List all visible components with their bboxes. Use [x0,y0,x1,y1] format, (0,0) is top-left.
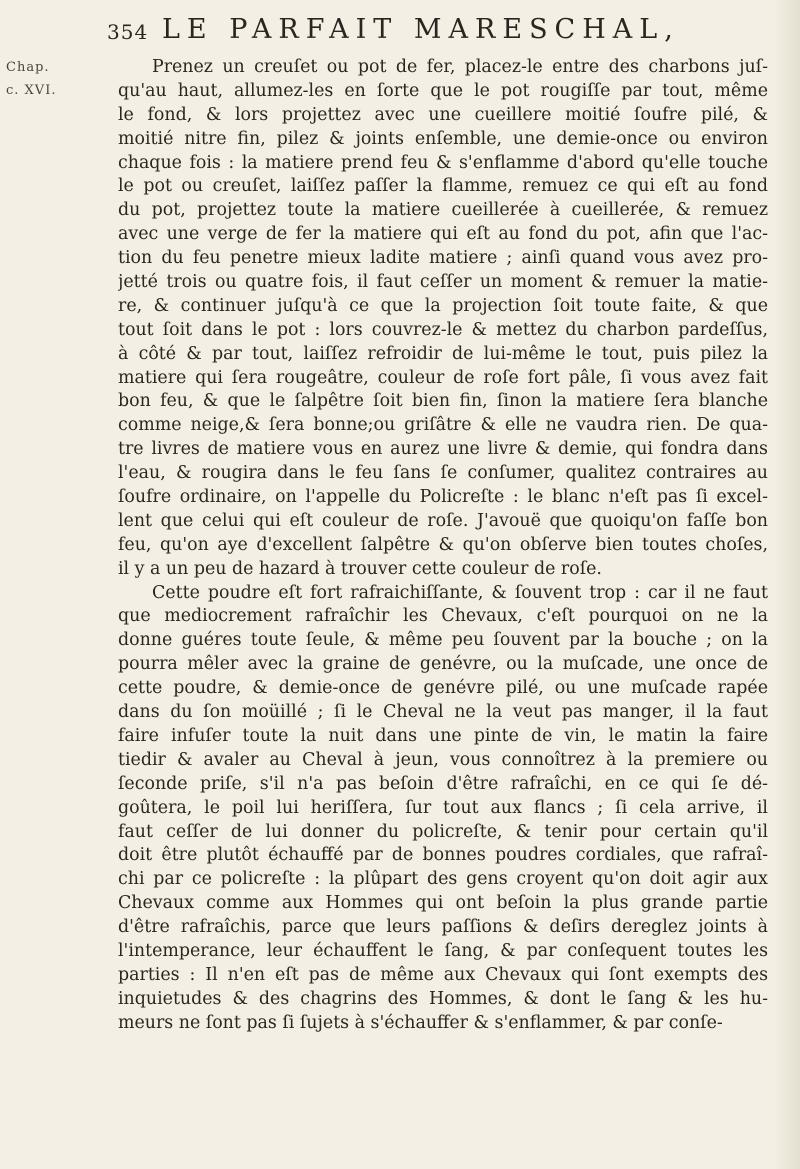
text-line: du pot, projettez toute la matiere cueillerée à cueillerée, & remuez [118,200,768,221]
text-line: pourra mêler avec la graine de genévre, ou la muſcade, une once de [118,654,768,675]
page-number: 354 [107,20,149,44]
text-line: faire infuſer toute la nuit dans une pinte de vin, le matin la faire [118,725,768,746]
text-line: tre livres de matiere vous en aurez une livre & demie, qui fondra dans [118,439,768,460]
text-line: goûtera, le poil lui heriſſera, ſur tout aux flancs ; ſi cela arrive, il [118,797,768,818]
text-line: chi par ce policreſte : la plûpart des gens croyent qu'on doit agir aux [118,869,768,890]
text-line: matiere qui ſera rougeâtre, couleur de roſe fort pâle, ſi vous avez fait [118,367,768,388]
text-line: cette poudre, & demie-once de genévre pilé, ou une muſcade rapée [118,678,768,699]
running-title: LE PARFAIT MARESCHAL, [162,14,680,45]
text-line: Prenez un creuſet ou pot de fer, placez-le entre des charbons juſ- [152,57,768,77]
text-line: dans du ſon moüillé ; ſi le Cheval ne la veut pas manger, il la faut [118,702,768,723]
page-edge-shading [774,0,800,1169]
text-line: chaque fois : la matiere prend feu & s'enflamme d'abord qu'elle touche [118,152,768,173]
text-line: à côté & par tout, laiſſez refroidir de lui-même le tout, puis pilez la [118,343,768,364]
text-line: tiedir & avaler au Cheval à jeun, vous connoîtrez à la premiere ou [118,749,768,770]
text-line: Chevaux comme aux Hommes qui ont beſoin la plus grande partie [118,893,768,914]
text-line: meurs ne ſont pas ſi ſujets à s'échauffer & s'enflammer, & par conſe- [118,1012,723,1033]
text-line: d'être rafraîchis, parce que leurs paſſions & deſirs dereglez joints à [118,917,768,938]
text-line: Cette poudre eſt fort rafraichiſſante, & ſouvent trop : car il ne faut [152,582,768,603]
text-line: parties : Il n'en eſt pas de même aux Chevaux qui ſont exempts des [118,964,768,985]
text-line: donne guéres toute ſeule, & même peu ſouvent par la bouche ; on la [118,630,768,651]
text-line: l'intemperance, leur échauffent le ſang, & par conſequent toutes les [118,940,768,961]
text-line: moitié nitre fin, pilez & joints enſemble, une demie-once ou environ [118,128,768,149]
text-line: jetté trois ou quatre fois, il faut ceſſer un moment & remuer la matie- [118,272,768,293]
text-line: le fond, & lors projettez avec une cueillere moitié ſoufre pilé, & [118,104,768,125]
body-text [118,56,768,1036]
text-line: comme neige,& ſera bonne;ou griſâtre & elle ne vaudra rien. De qua- [118,415,768,436]
text-line: le pot ou creuſet, laiſſez paſſer la flamme, remuez ce qui eſt au fond [118,176,768,197]
text-line: doit être plutôt échauffé par de bonnes poudres cordiales, que rafraî- [118,845,768,866]
text-line: il y a un peu de hazard à trouver cette couleur de roſe. [118,558,602,579]
text-line: qu'au haut, allumez-les en ſorte que le pot rougiſſe par tout, même [118,80,768,101]
text-line: tion du feu penetre mieux ladite matiere ; ainſi quand vous avez pro- [118,248,768,269]
text-line: bon feu, & que le ſalpêtre ſoit bien fin, ſinon la matiere ſera blanche [118,391,768,412]
text-line: que mediocrement rafraîchir les Chevaux, c'eſt pourquoi on ne la [118,606,768,627]
text-line: tout ſoit dans le pot : lors couvrez-le & mettez du charbon pardeſſus, [118,319,768,340]
text-line: l'eau, & rougira dans le feu ſans ſe conſumer, qualitez contraires au [118,463,768,484]
text-line: lent que celui qui eſt couleur de roſe. J'avouë que quoiqu'on faſſe bon [118,510,768,531]
text-line: avec une verge de fer la matiere qui eſt au fond du pot, afin que l'ac- [118,224,768,245]
text-line: re, & continuer juſqu'à ce que la projection ſoit toute faite, & que [118,295,768,316]
text-line: feu, qu'on aye d'excellent ſalpêtre & qu'on obſerve bien toutes choſes, [118,534,768,555]
text-line: ſeconde priſe, s'il n'a pas beſoin d'être rafraîchi, en ce qui ſe dé- [118,773,768,794]
text-line: ſoufre ordinaire, on l'appelle du Policreſte : le blanc n'eſt pas ſi excel- [118,487,768,508]
margin-chapter-number: c. XVI. [6,83,57,98]
text-line: faut ceſſer de lui donner du policreſte, & tenir pour certain qu'il [118,821,768,842]
margin-chapter-label: Chap. [6,60,50,75]
text-line: inquietudes & des chagrins des Hommes, & dont le ſang & les hu- [118,988,768,1009]
